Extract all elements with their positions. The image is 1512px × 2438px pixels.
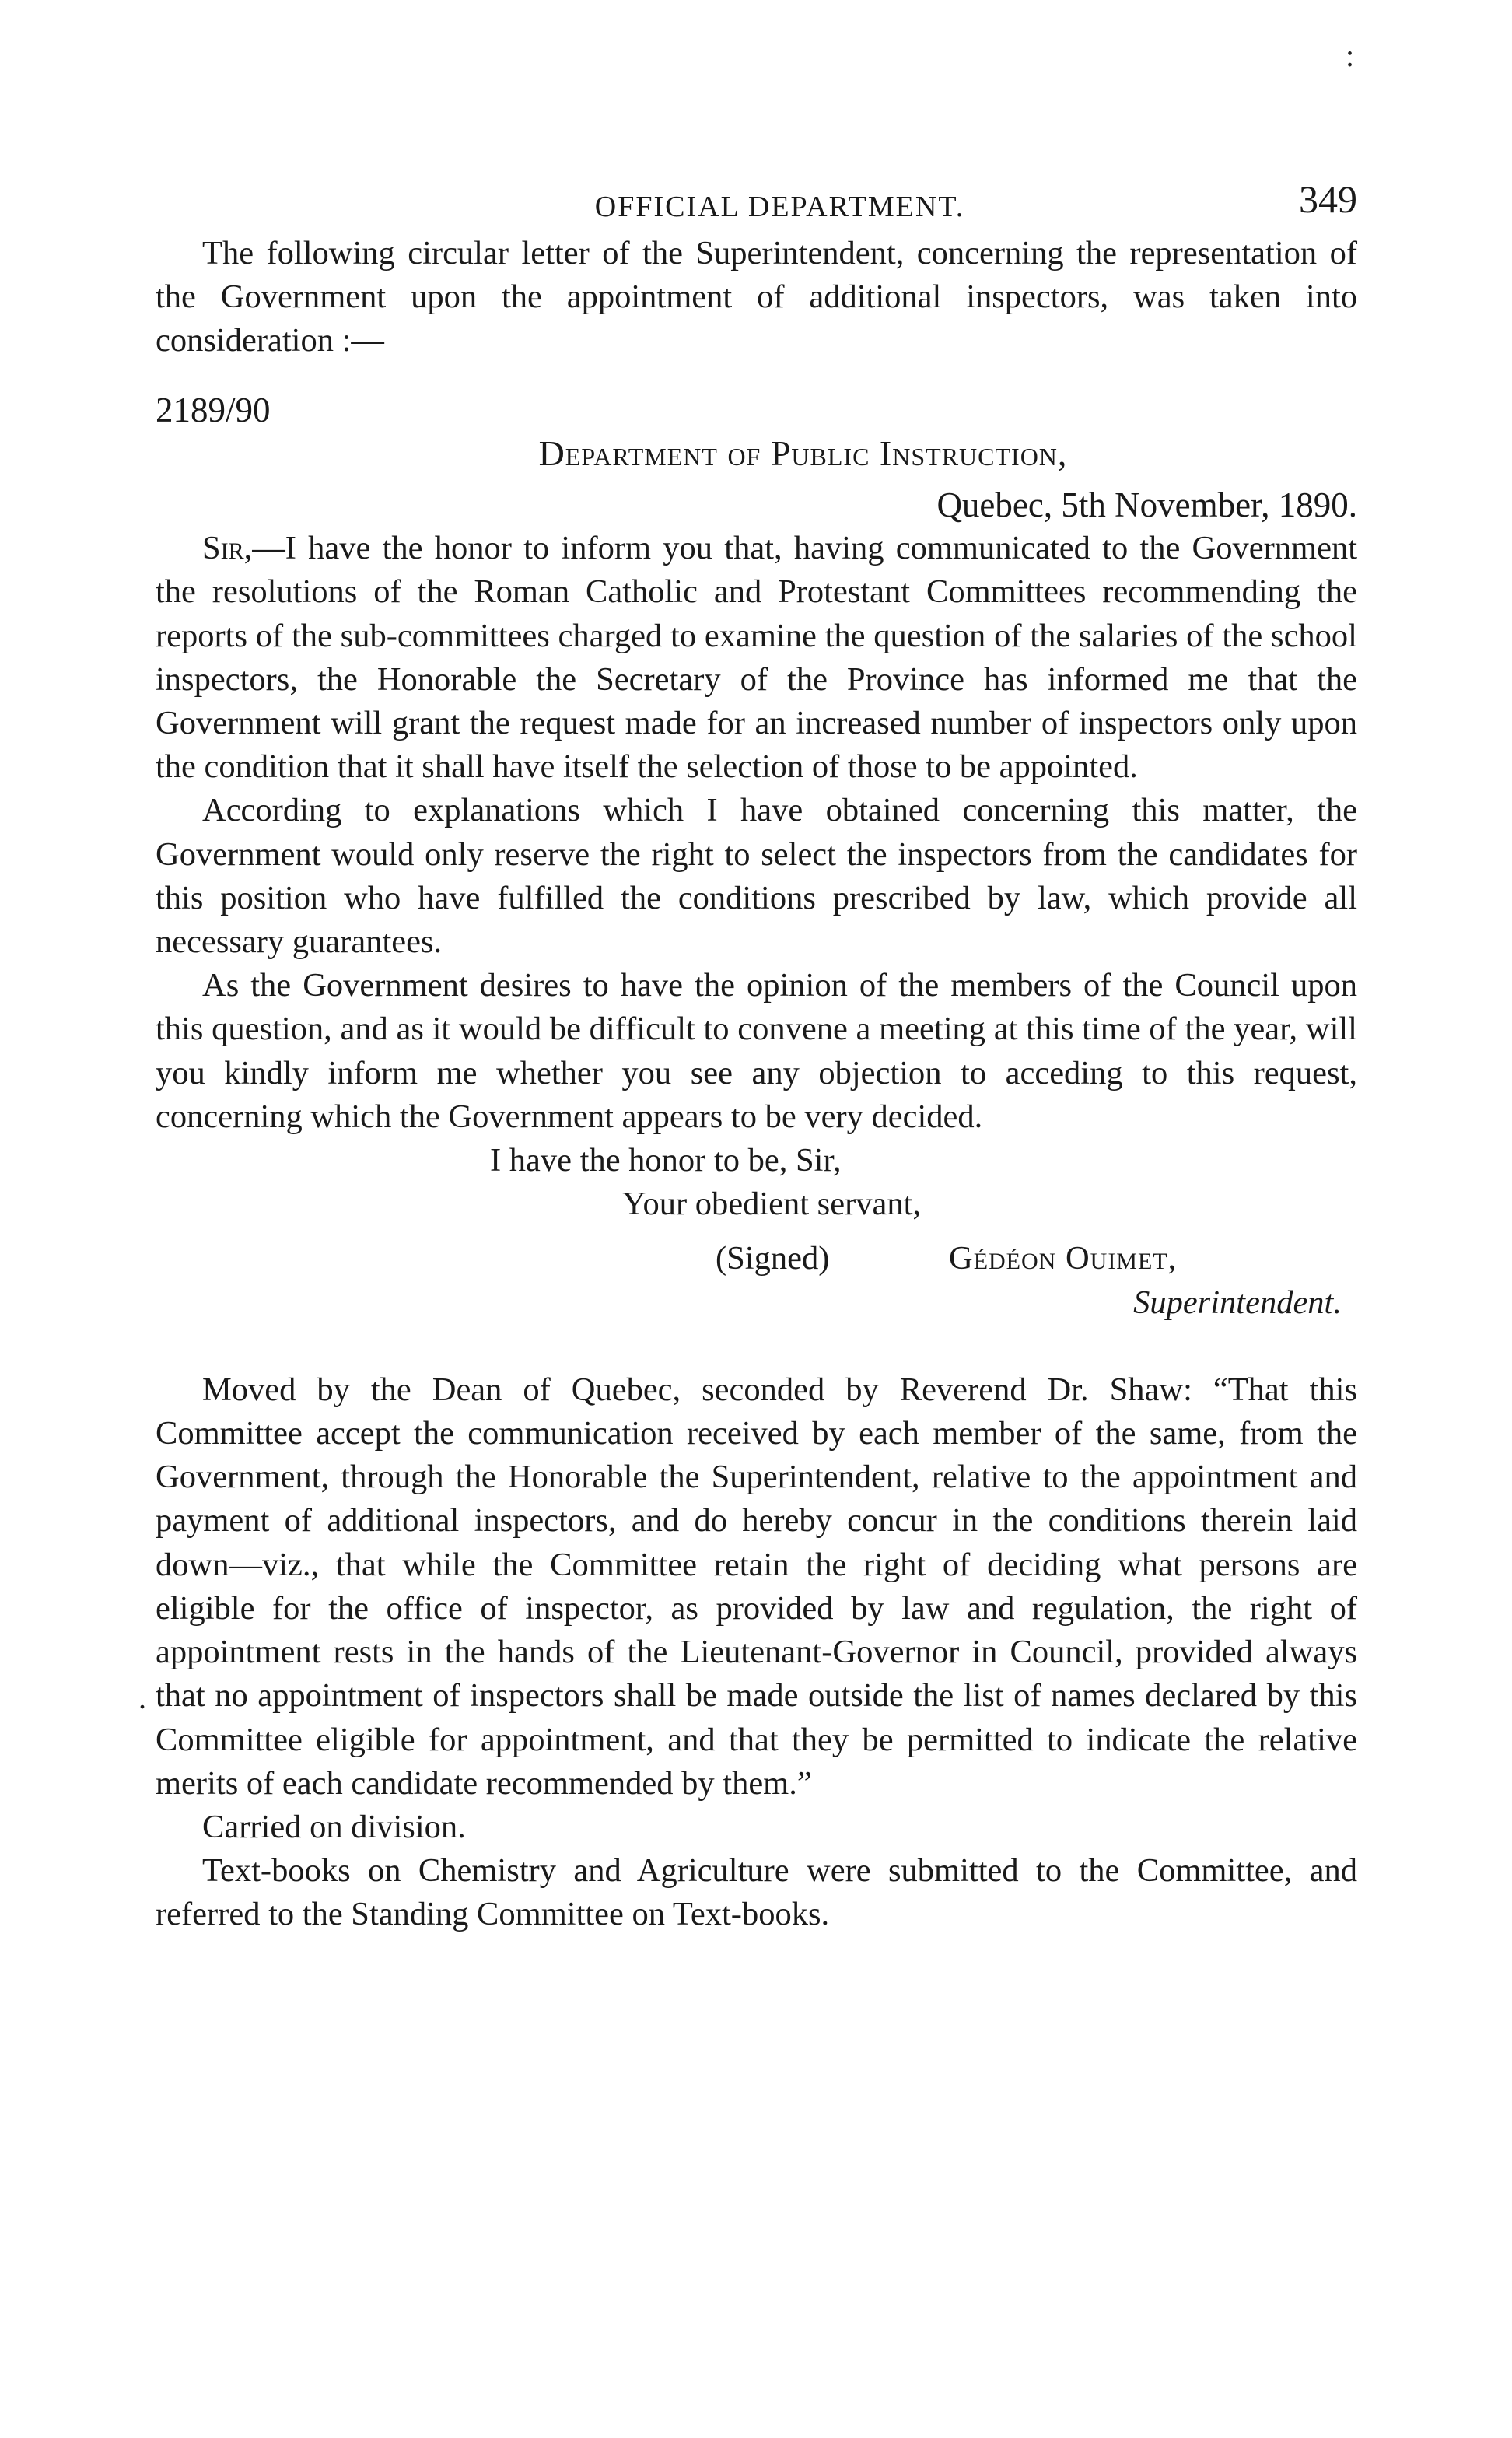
letter-paragraph-2: According to explanations which I have obtained concerning this matter, the Government would only reserve the right to select the inspectors from the candidates for this position who have fulfilled the conditions prescribed by law, which provide all necessary guarantees. xyxy=(156,792,1357,961)
intro-paragraph: The following circular letter of the Superintendent, concerning the representation of the Government upon the appointment of additional inspectors, was taken into consideration :— xyxy=(156,235,1357,359)
letter-salutation: Sir, xyxy=(202,530,253,567)
signatory-name: Gédéon Ouimet, xyxy=(949,1240,1178,1277)
motion-paragraph: Moved by the Dean of Quebec, seconded by Reverend Dr. Shaw: “That this Committee accept the communication received by each member of the same, from the Government, through the Honorable the Superintendent, relative to the appointment and payment of additional inspectors, and do hereby concur in the conditions therein laid down—viz., that while the Committee retain the right of deciding what persons are eligible for the office of inspector, as provided by law and regulation, the right of appointment rests in the hands of the Lieutenant-Governor in Council, provided always that no appointment of inspectors shall be made outside the list of names declared by this Committee eligible for appointment, and that they be permitted to indicate the relative merits of each candidate recommended by them.” xyxy=(156,1371,1357,1802)
running-head xyxy=(156,156,1357,223)
page-body xyxy=(138,156,1357,1937)
motion-result: Carried on division. xyxy=(202,1808,466,1845)
textbooks-paragraph: Text-books on Chemistry and Agriculture were submitted to the Committee, and referred to the Standing Committee on Text-books. xyxy=(156,1852,1357,1933)
letter-closing-1: I have the honor to be, Sir, xyxy=(490,1142,842,1179)
signatory-title: Superintendent. xyxy=(1133,1284,1342,1321)
letter-dateline: Quebec, 5th November, 1890. xyxy=(936,485,1357,525)
letter-paragraph-1-text: —I have the honor to inform you that, having communicated to the Government the resolutions of the Roman Catholic and Protestant Committees recommending the reports of the sub-committees charged to examine the question of the salaries of the school inspectors, the Honorable the Secretary of the Province has informed me that the Government will grant the request made for an increased number of inspectors only upon the condition that it shall have itself the selection of those to be appointed. xyxy=(156,530,1357,786)
letter-paragraph-1 xyxy=(156,527,1357,789)
reference-number: 2189/90 xyxy=(156,390,271,429)
letter-closing-2: Your obedient servant, xyxy=(622,1186,922,1223)
page-number: 349 xyxy=(1299,177,1357,221)
left-margin-mark: . xyxy=(138,1680,146,1715)
signature-line xyxy=(156,1237,1357,1280)
running-head-title: OFFICIAL DEPARTMENT. xyxy=(594,191,965,223)
signed-label: (Signed) xyxy=(716,1240,830,1277)
margin-mark: : xyxy=(1346,38,1355,73)
letter-paragraph-3: As the Government desires to have the opinion of the members of the Council upon this question, and as it would be difficult to convene a meeting at this time of the year, will you kindly inform me whether you see any objection to acceding to this request, concerning which the Government appears to be very decided. xyxy=(156,967,1357,1135)
letter-department-heading: Department of Public Instruction, xyxy=(538,433,1068,473)
